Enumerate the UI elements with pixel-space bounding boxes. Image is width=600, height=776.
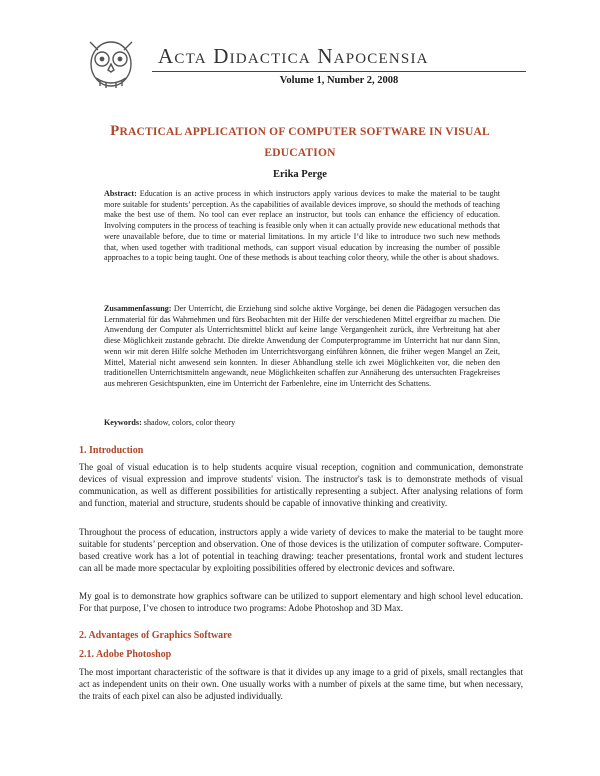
zusammenfassung-text: Der Unterricht, die Erziehung sind solche aktive Vorgänge, bei denen die Pädagogen versuchen das Lernmaterial für das Wahrnehmen und fürs Beobachten mit der Hilfe der verschiedenen Mittel ergreifbar zu machen. Die Anwendung der Computer als Unterrichtsmittel blickt auf keine lange Vergangenheit zurück, ihre Verbreitung hat aber diese Möglichkeit zustande gebracht. Die direkte Anwendung der Computerprogramme im Unterricht hat nur dann Sinn, wenn wir mit deren Hilfe solche Methoden im Unterrichtsvorgang einführen können, die früher wegen Mangel an Zeit, Mittel, Material nicht anwesend sein konnten. In dieser Abhandlung stelle ich zwei Möglichkeiten vor, die neben den traditionellen Unterrichtsmitteln angewandt, neue Möglichkeiten schaffen zur Annäherung des untersuchten Fragekreises aus mehreren Gesichtspunkten, eine im Unterricht der Farbenlehre, eine im Unterricht des Schattens. (104, 304, 500, 388)
keywords-text: shadow, colors, color theory (143, 418, 236, 427)
header-divider (152, 71, 526, 72)
paper-title: PRACTICAL APPLICATION OF COMPUTER SOFTWARE IN VISUAL EDUCATION (110, 123, 490, 159)
body-paragraph: The goal of visual education is to help students acquire visual reception, cognition and communication, demonstrate devices of visual expression and improve students' vision. The instructor's task is to demonstrate methods of visual communication, as well as different possibilities for artistically representing a subject. After analysing relations of form and function, material and structure, students should be capable of innovative thinking and creativity. (79, 462, 523, 508)
journal-name: ACTA DIDACTICA NAPOCENSIA (158, 44, 429, 68)
author-name: Erika Perge (273, 169, 327, 180)
abstract-english (104, 189, 500, 264)
zusammenfassung-label: Zusammenfassung: (104, 304, 172, 313)
keywords-label: Keywords: (104, 418, 142, 427)
owl-logo-icon (80, 34, 142, 90)
subsection-heading-photoshop: 2.1. Adobe Photoshop (79, 649, 172, 660)
keywords (104, 418, 500, 429)
section-heading-advantages: 2. Advantages of Graphics Software (79, 630, 232, 641)
body-paragraph: My goal is to demonstrate how graphics software can be utilized to support elementary and high school level education. For that purpose, I’ve chosen to introduce two programs: Adobe Photoshop and 3D Max. (79, 591, 523, 613)
body-paragraph: Throughout the process of education, instructors apply a wide variety of devices to make the material to be taught more suitable for students’ perception and observation. One of those devices is the utilization of computer software. Computer-based creative work has a lot of potential in teaching drawing: teacher presentations, frontal work and student lectures can all be made more spectacular by exploiting possibilities offered by electronic devices and software. (79, 527, 523, 573)
abstract-german (104, 304, 500, 390)
section-heading-introduction: 1. Introduction (79, 445, 144, 456)
abstract-text: Education is an active process in which instructors apply various devices to make the material to be taught more suitable for students’ perception. As the capabilities of available devices improve, so should the methods of teaching make the best use of them. No tool can ever replace an instructor, but tools can enhance the efficiency of education. Involving computers in the process of teaching is feasible only when it can actually provide new educational methods that were unavailable before, due to time or material limitations. In my article I’d like to introduce two such new methods that, when used together with traditional methods, can support visual education by increasing the number of possible approaches to a topic being taught. One of these methods is about teaching color theory, while the other is about shadows. (104, 189, 500, 263)
volume-issue: Volume 1, Number 2, 2008 (279, 75, 399, 86)
body-paragraph: The most important characteristic of the software is that it divides up any image to a grid of pixels, small rectangles that act as independent units on their own. One usually works with a number of pixels at the same time, but when necessary, the traits of each pixel can also be adjusted individually. (79, 667, 523, 701)
abstract-label: Abstract: (104, 189, 137, 198)
